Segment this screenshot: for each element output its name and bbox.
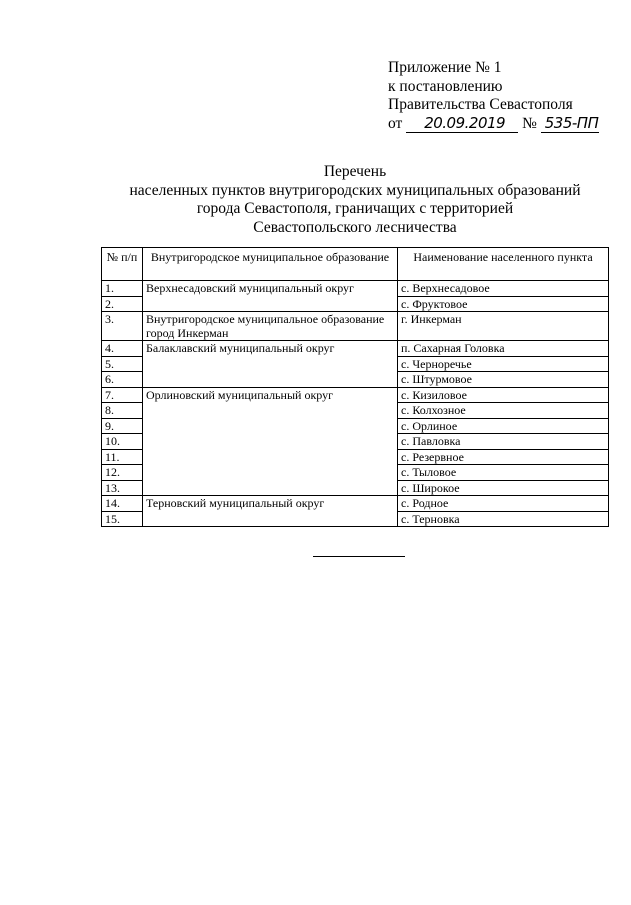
end-divider: [313, 556, 405, 557]
settlement-cell: с. Черноречье: [398, 356, 609, 372]
title-line-3: города Севастополя, граничащих с территорией: [196, 200, 514, 217]
row-number: 6.: [102, 372, 143, 388]
row-number: 9.: [102, 418, 143, 434]
row-number: 7.: [102, 387, 143, 403]
appendix-line-3: Правительства Севастополя: [388, 96, 573, 113]
header-settlement: Наименование населенного пункта: [398, 248, 609, 281]
table-row: [102, 312, 609, 341]
resolution-date: 20.09.2019: [424, 113, 506, 132]
row-number: 8.: [102, 403, 143, 419]
table-row: [102, 341, 609, 357]
settlement-cell: с. Фруктовое: [398, 296, 609, 312]
row-number: 12.: [102, 465, 143, 481]
settlement-cell: с. Широкое: [398, 480, 609, 496]
row-number: 4.: [102, 341, 143, 357]
appendix-block: [388, 59, 599, 133]
settlement-cell: с. Тыловое: [398, 465, 609, 481]
header-num: № п/п: [102, 248, 143, 281]
settlement-cell: с. Верхнесадовое: [398, 281, 609, 297]
settlements-table: [101, 247, 609, 527]
from-label: от: [388, 114, 403, 132]
settlement-cell: п. Сахарная Головка: [398, 341, 609, 357]
table-row: [102, 387, 609, 403]
settlement-cell: с. Штурмовое: [398, 372, 609, 388]
settlement-cell: с. Кизиловое: [398, 387, 609, 403]
row-number: 10.: [102, 434, 143, 450]
row-number: 1.: [102, 281, 143, 297]
row-number: 2.: [102, 296, 143, 312]
resolution-number-field: [541, 115, 599, 133]
row-number: 13.: [102, 480, 143, 496]
title-line-1: Перечень: [323, 163, 387, 180]
title-line-2: населенных пунктов внутригородских муниципальных образований: [129, 181, 581, 199]
appendix-line-2: к постановлению: [388, 77, 503, 95]
row-number: 11.: [102, 449, 143, 465]
resolution-number: 535-ПП: [544, 113, 599, 132]
settlement-cell: с. Колхозное: [398, 403, 609, 419]
header-municipality: Внутригородское муниципальное образование: [143, 248, 398, 281]
settlement-cell: г. Инкерман: [398, 312, 609, 341]
table-header-row: [102, 248, 609, 281]
table-body: [102, 281, 609, 527]
table-row: [102, 281, 609, 297]
municipality-cell: Внутригородское муниципальное образование город Инкерман: [143, 312, 398, 341]
row-number: 5.: [102, 356, 143, 372]
row-number: 15.: [102, 511, 143, 527]
title-line-4: Севастопольского лесничества: [253, 218, 457, 236]
municipality-cell: Верхнесадовский муниципальный округ: [143, 281, 398, 312]
settlement-cell: с. Резервное: [398, 449, 609, 465]
table-row: [102, 496, 609, 512]
settlement-cell: с. Терновка: [398, 511, 609, 527]
municipality-cell: Терновский муниципальный округ: [143, 496, 398, 527]
number-label: №: [522, 114, 537, 132]
row-number: 3.: [102, 312, 143, 341]
settlement-cell: с. Павловка: [398, 434, 609, 450]
municipality-cell: Балаклавский муниципальный округ: [143, 341, 398, 388]
resolution-date-field: [406, 115, 518, 133]
document-title: [100, 163, 610, 237]
row-number: 14.: [102, 496, 143, 512]
settlement-cell: с. Орлиное: [398, 418, 609, 434]
appendix-line-4: [388, 115, 599, 134]
appendix-line-1: Приложение № 1: [388, 59, 502, 76]
municipality-cell: Орлиновский муниципальный округ: [143, 387, 398, 496]
settlement-cell: с. Родное: [398, 496, 609, 512]
